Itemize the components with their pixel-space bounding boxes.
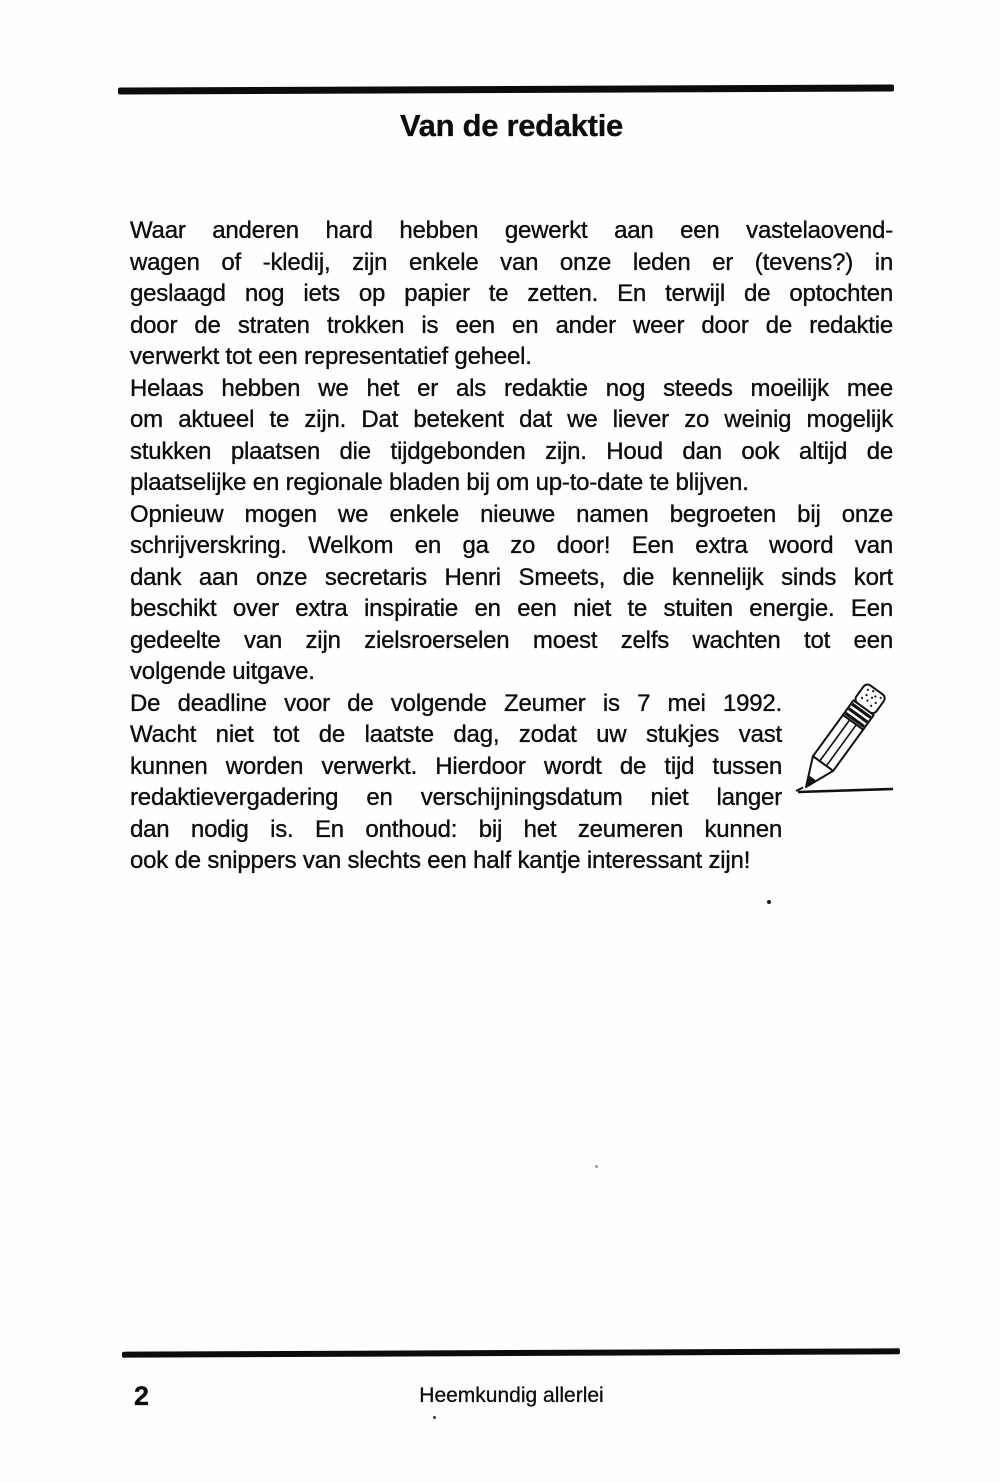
body-line: ook de snippers van slechts een half kantje interessant zijn! [130, 847, 751, 874]
body-line: om aktueel te zijn. Dat betekent dat we liever zo weinig mogelijk [130, 406, 893, 433]
body-line: wagen of -kledij, zijn enkele van onze leden er (tevens?) in [130, 248, 893, 276]
article-body [130, 215, 893, 877]
body-line: dank aan onze secretaris Henri Smeets, die kennelijk sinds kort [130, 563, 893, 591]
scan-speck [433, 1416, 436, 1419]
scan-speck [767, 900, 771, 904]
body-line: Wacht niet tot de laatste dag, zodat uw stukjes vast [130, 721, 782, 748]
body-line: stukken plaatsen die tijdgebonden zijn. Houd dan ook altijd de [130, 437, 893, 465]
scan-speck [595, 1165, 598, 1168]
body-line: De deadline voor de volgende Zeumer is 7 mei 1992. [130, 689, 782, 717]
paragraph-4 [130, 688, 893, 877]
page-number: 2 [134, 1381, 150, 1411]
body-line: Helaas hebben we het er als redaktie nog steeds moeilijk mee [130, 374, 893, 402]
top-divider-rule [118, 85, 894, 95]
body-line: plaatselijke en regionale bladen bij om up-to-date te blijven. [130, 469, 749, 496]
page-title: Van de redaktie [400, 108, 623, 143]
body-line: volgende uitgave. [130, 658, 315, 685]
footer-divider-rule [122, 1348, 900, 1357]
body-line: redaktievergadering en verschijningsdatum niet langer [130, 784, 782, 811]
body-line: geslaagd nog iets op papier te zetten. En terwijl de optochten [130, 280, 893, 307]
body-line: schrijverskring. Welkom en ga zo door! Een extra woord van [130, 532, 893, 559]
body-line: kunnen worden verwerkt. Hierdoor wordt de tijd tussen [130, 752, 782, 780]
body-line: Opnieuw mogen we enkele nieuwe namen begroeten bij onze [130, 500, 893, 528]
body-line: gedeelte van zijn zielsroerselen moest zelfs wachten tot een [130, 626, 893, 654]
body-line: verwerkt tot een representatief geheel. [130, 343, 532, 370]
body-line: door de straten trokken is een en ander weer door de redaktie [130, 311, 893, 339]
pencil-icon [792, 680, 898, 798]
body-line: beschikt over extra inspiratie en een niet te stuiten energie. Een [130, 595, 893, 622]
body-line: dan nodig is. En onthoud: bij het zeumeren kunnen [130, 815, 782, 843]
paragraph-3 [130, 499, 893, 688]
body-line: Waar anderen hard hebben gewerkt aan een vastelaovend- [130, 217, 893, 244]
paragraph-2 [130, 373, 893, 499]
paragraph-1 [130, 215, 893, 373]
footer-journal-title: Heemkundig allerlei [419, 1384, 604, 1407]
